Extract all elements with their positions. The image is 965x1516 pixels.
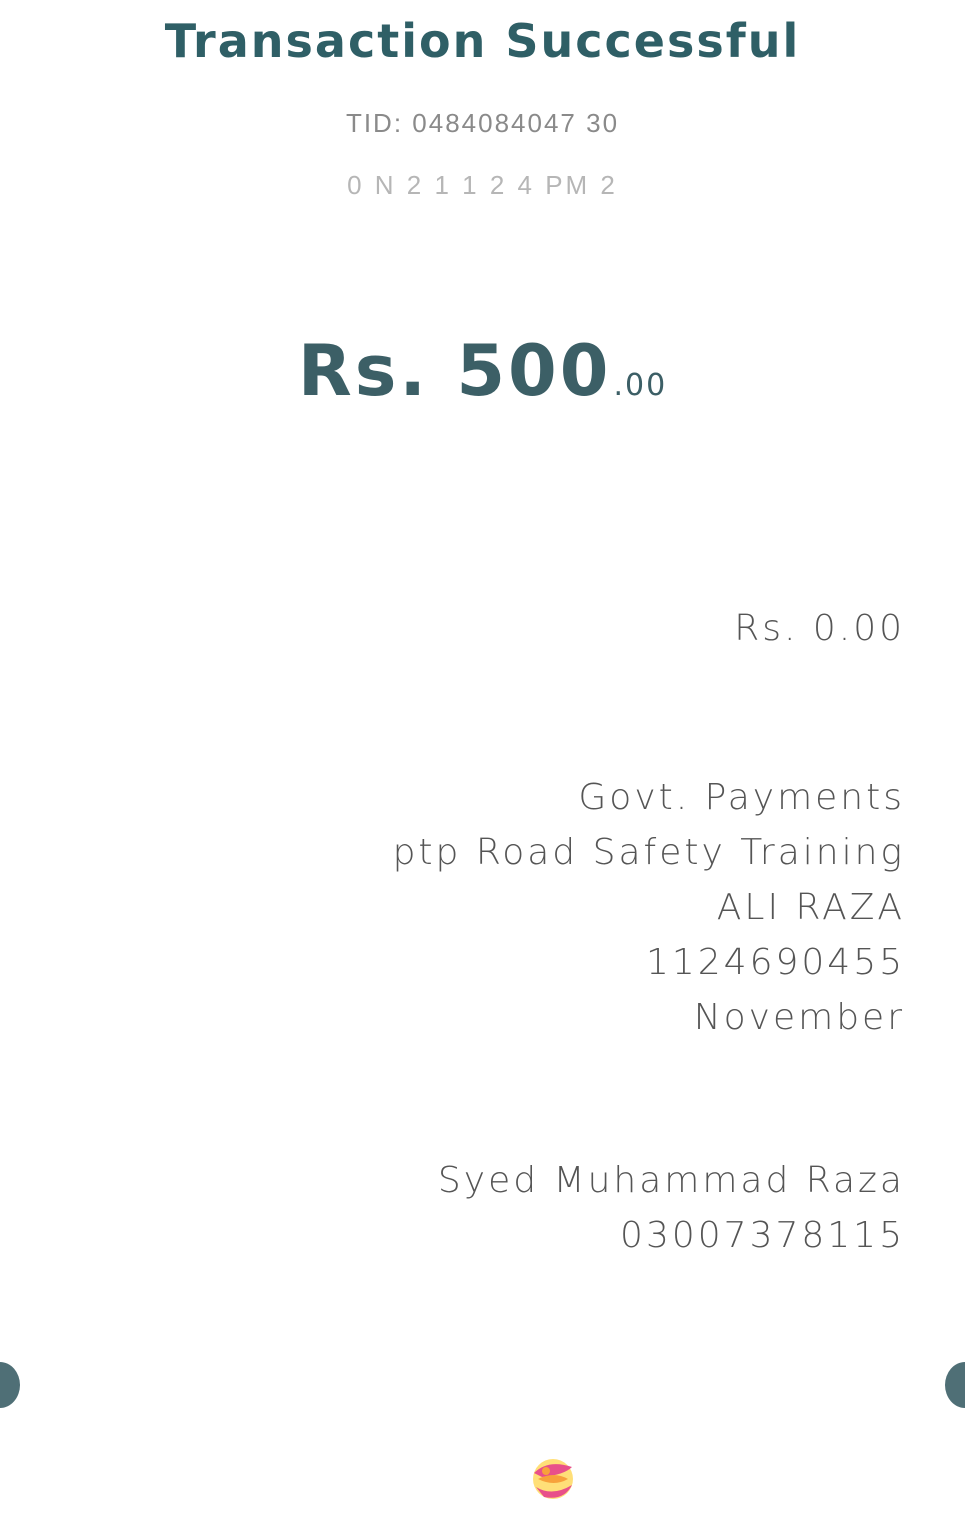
transaction-datetime: 0 N 2 1 1 2 4 PM 2 <box>347 170 618 200</box>
amount-decimals: .00 <box>613 368 668 403</box>
bill-biller: ptp Road Safety Training <box>392 832 905 873</box>
transaction-id: TID: 0484084047 30 <box>345 108 620 138</box>
receipt-notch-right <box>945 1362 965 1408</box>
brand-logo-icon <box>528 1453 578 1505</box>
bill-details <box>393 770 905 1045</box>
bill-category: Govt. Payments <box>578 777 905 818</box>
bill-month: November <box>693 997 905 1038</box>
bill-consumer-number: 1124690455 <box>645 942 905 983</box>
transaction-status-title: Transaction Successful <box>164 14 801 68</box>
fee-value: Rs. 0.00 <box>734 608 905 649</box>
sender-details <box>438 1153 905 1263</box>
amount-main: Rs. 500 <box>297 330 612 412</box>
amount-display <box>0 330 965 412</box>
bill-consumer-name: ALI RAZA <box>716 887 905 928</box>
sender-number: 03007378115 <box>620 1215 905 1256</box>
sender-name: Syed Muhammad Raza <box>437 1160 905 1201</box>
receipt-notch-left <box>0 1362 20 1408</box>
